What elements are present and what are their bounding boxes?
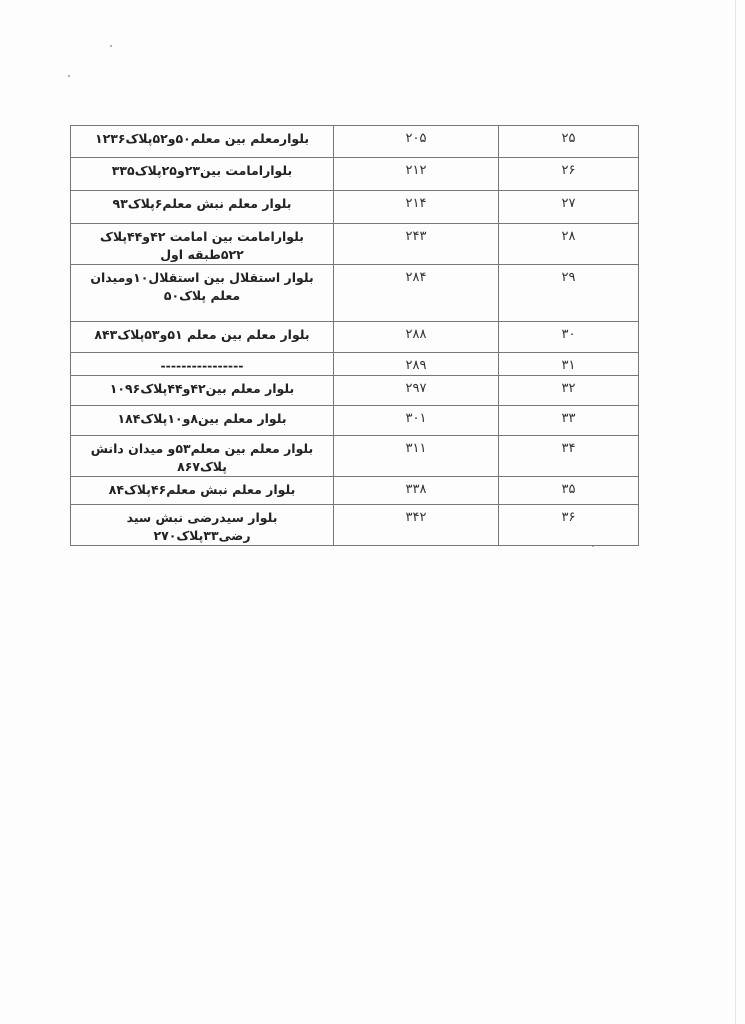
address-cell: بلوار معلم بین۴۲و۴۴پلاک۱۰۹۶ [71, 376, 334, 406]
address-cell: بلوار سیدرضی نبش سید رضی۳۳پلاک۲۷۰ [71, 505, 334, 546]
code-cell: ۲۹۷ [334, 376, 499, 406]
table-row [71, 477, 639, 505]
scan-speck [68, 75, 70, 77]
row-number: ۳۱ [499, 353, 639, 376]
code-cell: ۳۳۸ [334, 477, 499, 505]
address-cell: بلوار معلم بین معلم ۵۱و۵۳پلاک۸۴۳ [71, 322, 334, 353]
code-cell: ۲۰۵ [334, 126, 499, 158]
table-row [71, 376, 639, 406]
code-cell: ۳۱۱ [334, 436, 499, 477]
code-cell: ۲۸۴ [334, 265, 499, 322]
address-cell: بلوار معلم نبش معلم۴۶پلاک۸۴ [71, 477, 334, 505]
row-number: ۲۷ [499, 191, 639, 224]
row-number: ۲۵ [499, 126, 639, 158]
address-cell: بلوار استقلال بین استقلال۱۰ومیدان معلم پلاک۵۰ [71, 265, 334, 322]
code-cell: ۲۴۳ [334, 224, 499, 265]
table-row [71, 353, 639, 376]
scan-speck [110, 45, 112, 47]
address-cell: بلوارامامت بین امامت ۴۲و۴۴پلاک ۵۲۲طبقه اول [71, 224, 334, 265]
row-number: ۳۴ [499, 436, 639, 477]
table-row [71, 406, 639, 436]
row-number: ۳۲ [499, 376, 639, 406]
address-cell: ---------------- [71, 353, 334, 376]
code-cell: ۲۱۴ [334, 191, 499, 224]
address-cell: بلوار معلم بین۸و۱۰پلاک۱۸۴ [71, 406, 334, 436]
table-row [71, 322, 639, 353]
table-row [71, 224, 639, 265]
row-number: ۲۶ [499, 158, 639, 191]
address-cell: بلوار معلم نبش معلم۶پلاک۹۳ [71, 191, 334, 224]
table-row [71, 126, 639, 158]
page-edge [735, 0, 736, 1024]
row-number: ۳۳ [499, 406, 639, 436]
table-row [71, 191, 639, 224]
row-number: ۲۸ [499, 224, 639, 265]
code-cell: ۲۸۸ [334, 322, 499, 353]
address-cell: بلوار معلم بین معلم۵۳و میدان دانش پلاک۸۶۷ [71, 436, 334, 477]
row-number: ۳۶ [499, 505, 639, 546]
address-table [70, 125, 639, 546]
row-number: ۳۵ [499, 477, 639, 505]
address-cell: بلوارامامت بین۲۳و۲۵پلاک۳۳۵ [71, 158, 334, 191]
code-cell: ۲۱۲ [334, 158, 499, 191]
code-cell: ۲۸۹ [334, 353, 499, 376]
row-number: ۲۹ [499, 265, 639, 322]
code-cell: ۳۰۱ [334, 406, 499, 436]
code-cell: ۳۴۲ [334, 505, 499, 546]
address-cell: بلوارمعلم بین معلم۵۰و۵۲پلاک۱۲۳۶ [71, 126, 334, 158]
table-row [71, 265, 639, 322]
row-number: ۳۰ [499, 322, 639, 353]
table-row [71, 436, 639, 477]
table-row [71, 158, 639, 191]
table-row [71, 505, 639, 546]
